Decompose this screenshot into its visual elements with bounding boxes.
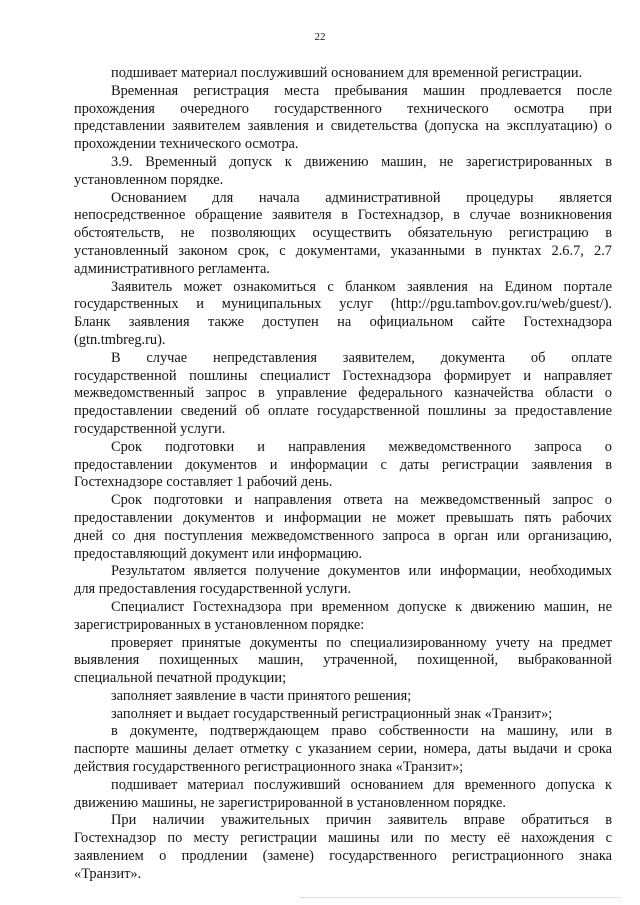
text-line: При наличии уважительных причин заявитель вправе обратиться в <box>111 812 612 829</box>
text-line: Срок подготовки и направления ответа на межведомственный запрос о <box>111 492 612 509</box>
document-body <box>74 65 612 884</box>
text-line: государственных и муниципальных услуг (http://pgu.tambov.gov.ru/web/guest/). <box>74 296 612 313</box>
text-line: В случае непредставления заявителем, документа об оплате <box>111 349 612 366</box>
text-line: действия государственного регистрационного знака «Транзит»; <box>74 759 464 776</box>
text-line: заявлением о продлении (замене) государственного регистрационного знака <box>74 848 612 865</box>
text-line: Срок подготовки и направления межведомственного запроса о <box>111 438 612 455</box>
text-line: Бланк заявления также доступен на официальном сайте Гостехнадзора <box>74 314 612 331</box>
scan-artifact-line <box>300 897 620 899</box>
text-line: административного регламента. <box>74 260 270 277</box>
text-line: межведомственный запрос в управление федерального казначейства области о <box>74 385 612 402</box>
text-line: государственной пошлины специалист Гостехнадзора формирует и направляет <box>74 367 612 384</box>
text-line: специальной печатной продукции; <box>74 670 287 687</box>
text-line: заполняет заявление в части принятого решения; <box>111 687 412 704</box>
text-line: подшивает материал послуживший основанием для временного допуска к <box>111 776 612 793</box>
text-line: предоставляющий документ или информацию. <box>74 545 363 562</box>
text-line: прохождении технического осмотра. <box>74 136 299 153</box>
text-line: заполняет и выдает государственный регистрационный знак «Транзит»; <box>111 705 553 722</box>
text-line: установленный законом срок, с документами, указанными в пунктах 2.6.7, 2.7 <box>74 242 612 259</box>
text-line: государственной услуги. <box>74 420 226 437</box>
text-line: в документе, подтверждающем право собственности на машину, или в <box>111 723 612 740</box>
text-line: прохождения очередного государственного технического осмотра при <box>74 100 612 117</box>
text-line: Временная регистрация места пребывания машин продлевается после <box>111 82 612 99</box>
text-line: выявления похищенных машин, утраченной, похищенной, выбракованной <box>74 652 612 669</box>
text-line: Гостехнадзоре составляет 1 рабочий день. <box>74 474 333 491</box>
page-number: 22 <box>314 31 326 43</box>
text-line: Специалист Гостехнадзора при временном допуске к движению машин, не <box>111 598 612 615</box>
text-line: Заявитель может ознакомиться с бланком заявления на Едином портале <box>111 278 612 295</box>
text-line: предоставлении сведений об оплате государственной пошлины за предоставление <box>74 403 612 420</box>
text-line: представлении заявителем заявления и свидетельства (допуска на эксплуатацию) о <box>74 118 612 135</box>
text-line: (gtn.tmbreg.ru). <box>74 331 166 348</box>
text-line: паспорте машины делает отметку с указанием серии, номера, даты выдачи и срока <box>74 741 612 758</box>
text-line: предоставлении документов и информации не может превышать пять рабочих <box>74 509 612 526</box>
text-line: обстоятельств, не позволяющих осуществить обязательную регистрацию в <box>74 225 612 242</box>
text-line: проверяет принятые документы по специализированному учету на предмет <box>111 634 612 651</box>
text-line: Гостехнадзор по месту регистрации машины или по месту её нахождения с <box>74 830 612 847</box>
text-line: движению машины, не зарегистрированной в установленном порядке. <box>74 794 506 811</box>
text-line: непосредственное обращение заявителя в Гостехнадзор, в случае возникновения <box>74 207 612 224</box>
text-line: 3.9. Временный допуск к движению машин, не зарегистрированных в <box>111 153 612 170</box>
text-line: предоставлении документов и информации с даты регистрации заявления в <box>74 456 612 473</box>
text-line: Результатом является получение документов или информации, необходимых <box>111 563 612 580</box>
text-line: подшивает материал послуживший основанием для временной регистрации. <box>111 65 583 81</box>
text-line: «Транзит». <box>74 865 142 882</box>
text-line: для предоставления государственной услуги. <box>74 581 352 598</box>
text-line: Основанием для начала административной процедуры является <box>111 189 612 206</box>
text-line: установленном порядке. <box>74 171 224 188</box>
text-line: зарегистрированных в установленном порядке: <box>74 616 365 633</box>
text-line: дней со дня поступления межведомственного запроса в орган или организацию, <box>74 527 612 544</box>
